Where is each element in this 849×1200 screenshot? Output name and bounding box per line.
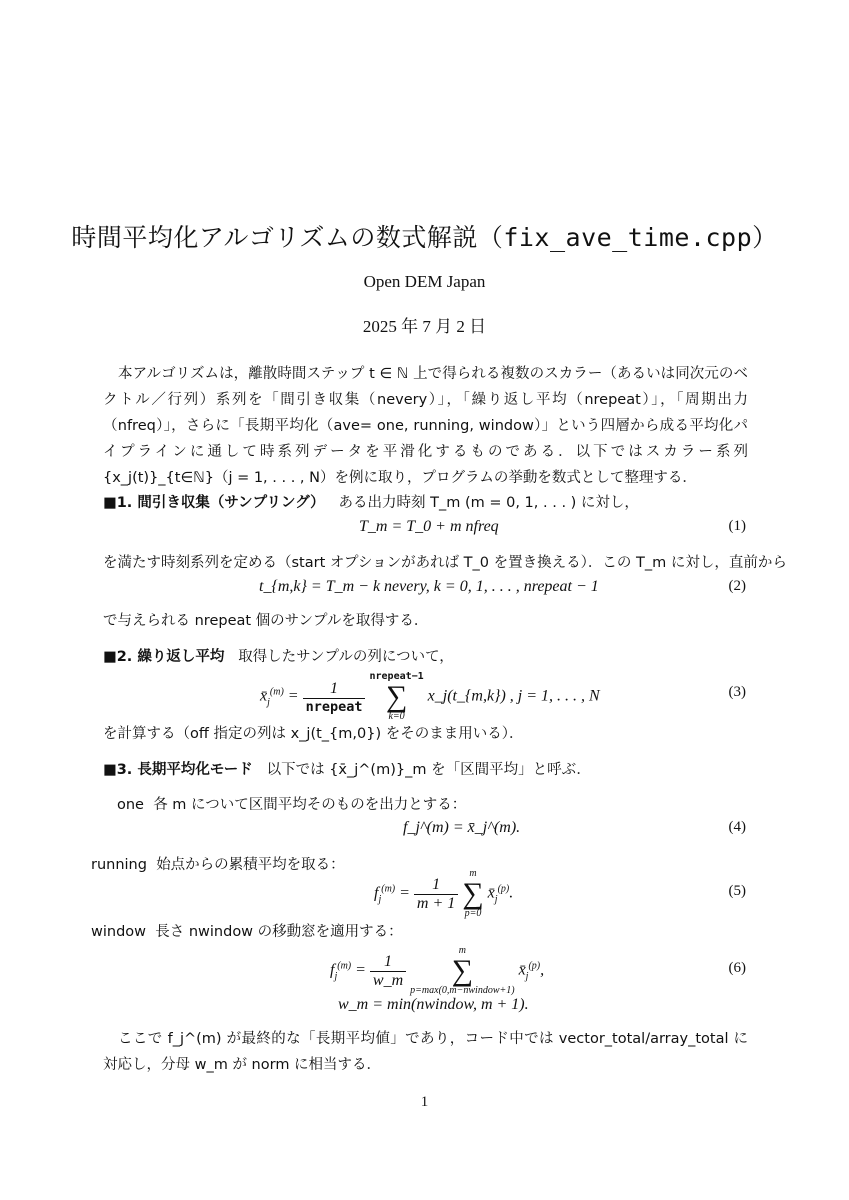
mode-one-key: one bbox=[117, 797, 144, 813]
section-2-title: ■2. 繰り返し平均 bbox=[103, 649, 225, 665]
section-1-heading bbox=[103, 491, 639, 512]
section-3-heading bbox=[103, 758, 591, 779]
date: 2025 年 7 月 2 日 bbox=[362, 317, 487, 336]
equation-6-body: $f_j^{(m)}$ = $\frac{1}{w\_m}$ m ∑ p=max(0,m−nwindow+1) $x̄_j^{(p)}$, bbox=[330, 945, 545, 996]
mode-one bbox=[117, 793, 466, 814]
after-equation-1: を満たす時刻系列を定める（start オプションがあれば T_0 を置き換える）．この T_m に対し，直前から bbox=[103, 555, 787, 571]
after-equation-2: で与えられる nrepeat 個のサンプルを取得する． bbox=[103, 613, 429, 629]
equation-5-body: $f_j^{(m)}$ = $\frac{1}{m + 1}$ m ∑ p=0 $x̄_j^{(p)}$. bbox=[374, 868, 514, 919]
equation-5 bbox=[0, 867, 849, 917]
title-text: 時間平均化アルゴリズムの数式解説（ bbox=[71, 223, 504, 252]
title-close: ） bbox=[752, 223, 778, 252]
equation-2-number: (2) bbox=[728, 578, 746, 594]
equation-6-wm-body: w_m = min(nwindow, m + 1). bbox=[338, 996, 529, 1013]
equation-3 bbox=[0, 668, 849, 722]
equation-5-sum: m ∑ p=0 bbox=[462, 868, 484, 919]
mode-window-text: 長さ nwindow の移動窓を適用する： bbox=[155, 924, 403, 940]
equation-1-number: (1) bbox=[728, 518, 746, 534]
equation-6 bbox=[0, 944, 849, 994]
equation-2-body: t_{m,k} = T_m − k nevery, k = 0, 1, . . . , nrepeat − 1 bbox=[259, 578, 599, 595]
mode-window bbox=[91, 920, 403, 941]
after-equation-3: を計算する（off 指定の列は x_j(t_{m,0}) をそのまま用いる）． bbox=[103, 726, 524, 742]
mode-window-key: window bbox=[91, 924, 147, 940]
section-1-text: ある出力時刻 T_m (m = 0, 1, . . . ) に対し， bbox=[338, 495, 639, 511]
section-1-title: ■1. 間引き収集（サンプリング） bbox=[103, 495, 325, 511]
section-2-text: 取得したサンプルの列について， bbox=[238, 649, 454, 665]
section-2-heading bbox=[103, 645, 454, 666]
mode-one-text: 各 m について区間平均そのものを出力とする： bbox=[153, 797, 467, 813]
equation-3-sum: nrepeat−1 ∑ k=0 bbox=[369, 671, 424, 722]
mode-running-text: 始点からの累積平均を取る： bbox=[156, 857, 345, 873]
equation-3-fraction: $\frac{1}{\text{nrepeat}}$ bbox=[303, 680, 366, 715]
equation-5-number: (5) bbox=[728, 883, 746, 899]
closing-paragraph: ここで f_j^(m) が最終的な「長期平均値」であり，コード中では vector_total/array_total に対応し，分母 w_m が norm に相当する． bbox=[103, 1031, 748, 1073]
equation-5-fraction: $\frac{1}{m + 1}$ bbox=[414, 876, 458, 913]
equation-6-number: (6) bbox=[728, 960, 746, 976]
equation-1-body: T_m = T_0 + m nfreq bbox=[359, 518, 499, 535]
equation-3-body: $x̄_j^{(m)}$ = $\frac{1}{\text{nrepeat}}$ nrepeat−1 ∑ k=0 x_j(t_{m,k}) , j = 1, . . . , N bbox=[260, 671, 600, 722]
equation-6-fraction: $\frac{1}{w\_m}$ bbox=[370, 953, 406, 990]
intro-paragraph: 本アルゴリズムは，離散時間ステップ t ∈ ℕ 上で得られる複数のスカラー（あるいは同次元のベクトル／行列）系列を「間引き収集（nevery）」，「繰り返し平均（nrepeat）」，「周期出力（nfreq）」，さらに「長期平均化（ave= one, running, window）」という四層から成る平均化パイプラインに通して時系列データを平滑化するものである．以下ではスカラー系列 {x_j(t)}_{t∈ℕ}（j = 1, . . . , N）を例に取り，プログラムの挙動を数式として整理する． bbox=[103, 366, 748, 486]
mode-running-key: running bbox=[91, 857, 147, 873]
section-3-text: 以下では {x̄_j^(m)}_m を「区間平均」と呼ぶ． bbox=[266, 762, 591, 778]
author: Open DEM Japan bbox=[363, 272, 486, 291]
equation-6-sum: m ∑ p=max(0,m−nwindow+1) bbox=[410, 945, 515, 996]
title-code: fix_ave_time.cpp bbox=[503, 223, 753, 252]
page-number: 1 bbox=[420, 1094, 429, 1110]
equation-3-number: (3) bbox=[728, 684, 746, 700]
paper-title bbox=[0, 218, 849, 254]
section-3-title: ■3. 長期平均化モード bbox=[103, 762, 253, 778]
equation-3-rhs: x_j(t_{m,k}) , j = 1, . . . , N bbox=[427, 687, 600, 705]
equation-4-body: f_j^(m) = x̄_j^(m). bbox=[403, 819, 521, 836]
equation-4-number: (4) bbox=[728, 819, 746, 835]
